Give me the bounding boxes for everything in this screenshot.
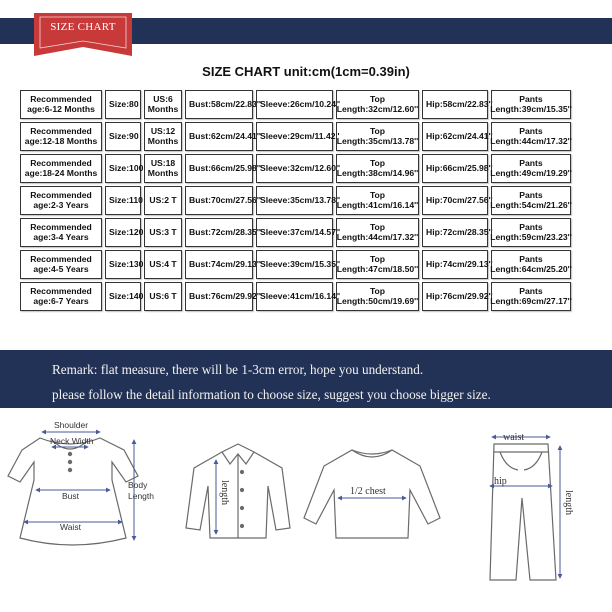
top-length-cell: Top Length:47cm/18.50'' — [336, 250, 419, 279]
size-cell: Size:80 — [105, 90, 141, 119]
table-row — [20, 154, 590, 183]
bust-cell: Bust:66cm/25.98'' — [185, 154, 253, 183]
sleeve-cell: Sleeve:39cm/15.35'' — [256, 250, 333, 279]
hip-cell: Hip:76cm/29.92'' — [422, 282, 488, 311]
waist-label: Waist — [60, 522, 81, 532]
age-cell: Recommended age:6-12 Months — [20, 90, 102, 119]
body-length-label-1: Body — [128, 480, 148, 490]
bust-cell: Bust:58cm/22.83'' — [185, 90, 253, 119]
shoulder-label: Shoulder — [54, 420, 89, 430]
top-length-cell: Top Length:35cm/13.78'' — [336, 122, 419, 151]
hip-cell: Hip:66cm/25.98'' — [422, 154, 488, 183]
table-row — [20, 90, 590, 119]
size-cell: Size:140 — [105, 282, 141, 311]
hip-cell: Hip:72cm/28.35'' — [422, 218, 488, 247]
chart-title: SIZE CHART unit:cm(1cm=0.39in) — [202, 64, 410, 79]
measurement-diagrams — [0, 410, 612, 612]
chest-label: 1/2 chest — [350, 486, 386, 497]
age-cell: Recommended age:18-24 Months — [20, 154, 102, 183]
age-cell: Recommended age:3-4 Years — [20, 218, 102, 247]
age-cell: Recommended age:12-18 Months — [20, 122, 102, 151]
sleeve-cell: Sleeve:37cm/14.57'' — [256, 218, 333, 247]
pants-length-label: length — [563, 490, 574, 515]
bust-cell: Bust:72cm/28.35'' — [185, 218, 253, 247]
body-length-label-2: Length — [128, 491, 154, 501]
sleeve-cell: Sleeve:35cm/13.78'' — [256, 186, 333, 215]
sleeve-cell: Sleeve:41cm/16.14'' — [256, 282, 333, 311]
hip-cell: Hip:62cm/24.41'' — [422, 122, 488, 151]
us-size-cell: US:18 Months — [144, 154, 182, 183]
us-size-cell: US:12 Months — [144, 122, 182, 151]
us-size-cell: US:6 Months — [144, 90, 182, 119]
neck-width-label: Neck Width — [50, 436, 94, 446]
sleeve-cell: Sleeve:29cm/11.42'' — [256, 122, 333, 151]
pants-diagram — [490, 444, 556, 580]
pants-length-cell: Pants Length:49cm/19.29'' — [491, 154, 571, 183]
remark-line-2: please follow the detail information to choose size, suggest you choose bigger size. — [52, 387, 491, 402]
pants-waist-label: waist — [503, 432, 525, 443]
hip-cell: Hip:74cm/29.13'' — [422, 250, 488, 279]
size-chart-badge: SIZE CHART — [50, 21, 116, 33]
hip-cell: Hip:58cm/22.83'' — [422, 90, 488, 119]
bust-label: Bust — [62, 491, 80, 501]
table-row — [20, 122, 590, 151]
pants-length-cell: Pants Length:44cm/17.32'' — [491, 122, 571, 151]
size-cell: Size:120 — [105, 218, 141, 247]
hip-cell: Hip:70cm/27.56'' — [422, 186, 488, 215]
pants-length-cell: Pants Length:64cm/25.20'' — [491, 250, 571, 279]
size-chart-ribbon — [34, 13, 132, 56]
pants-hip-label: hip — [494, 476, 507, 487]
shirt-length-label: length — [219, 480, 230, 505]
bust-cell: Bust:70cm/27.56'' — [185, 186, 253, 215]
sleeve-cell: Sleeve:26cm/10.24'' — [256, 90, 333, 119]
pants-length-cell: Pants Length:69cm/27.17'' — [491, 282, 571, 311]
age-cell: Recommended age:4-5 Years — [20, 250, 102, 279]
age-cell: Recommended age:6-7 Years — [20, 282, 102, 311]
top-length-cell: Top Length:38cm/14.96'' — [336, 154, 419, 183]
pants-length-cell: Pants Length:59cm/23.23'' — [491, 218, 571, 247]
pants-length-cell: Pants Length:54cm/21.26'' — [491, 186, 571, 215]
bust-cell: Bust:62cm/24.41'' — [185, 122, 253, 151]
age-cell: Recommended age:2-3 Years — [20, 186, 102, 215]
top-length-cell: Top Length:44cm/17.32'' — [336, 218, 419, 247]
size-table — [20, 90, 590, 314]
table-row — [20, 218, 590, 247]
table-row — [20, 250, 590, 279]
us-size-cell: US:3 T — [144, 218, 182, 247]
shirt-diagram — [186, 444, 290, 538]
size-cell: Size:130 — [105, 250, 141, 279]
bust-cell: Bust:76cm/29.92'' — [185, 282, 253, 311]
size-cell: Size:90 — [105, 122, 141, 151]
top-length-cell: Top Length:50cm/19.69'' — [336, 282, 419, 311]
us-size-cell: US:2 T — [144, 186, 182, 215]
size-cell: Size:100 — [105, 154, 141, 183]
bust-cell: Bust:74cm/29.13'' — [185, 250, 253, 279]
table-row — [20, 186, 590, 215]
us-size-cell: US:4 T — [144, 250, 182, 279]
top-length-cell: Top Length:32cm/12.60'' — [336, 90, 419, 119]
table-row — [20, 282, 590, 311]
us-size-cell: US:6 T — [144, 282, 182, 311]
top-length-cell: Top Length:41cm/16.14'' — [336, 186, 419, 215]
remark-line-1: Remark: flat measure, there will be 1-3cm error, hope you understand. — [52, 362, 424, 377]
sleeve-cell: Sleeve:32cm/12.60'' — [256, 154, 333, 183]
size-cell: Size:110 — [105, 186, 141, 215]
pants-length-cell: Pants Length:39cm/15.35'' — [491, 90, 571, 119]
